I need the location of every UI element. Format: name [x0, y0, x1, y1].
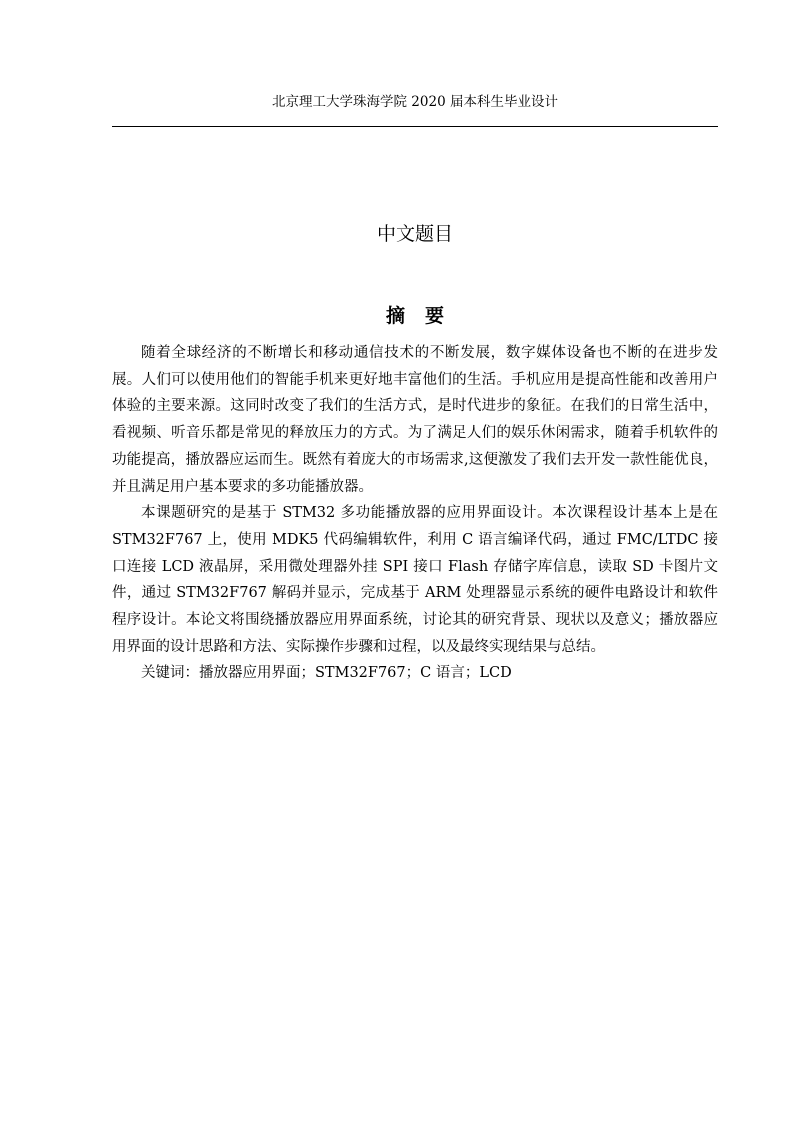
abstract-paragraph: 随着全球经济的不断增长和移动通信技术的不断发展，数字媒体设备也不断的在进步发展。人们可以使用他们的智能手机来更好地丰富他们的生活。手机应用是提高性能和改善用户体验的主要来源。这同时改变了我们的生活方式，是时代进步的象征。在我们的日常生活中，看视频、听音乐都是常见的释放压力的方式。为了满足人们的娱乐休闲需求，随着手机软件的功能提高，播放器应运而生。既然有着庞大的市场需求,这便激发了我们去开发一款性能优良，并且满足用户基本要求的多功能播放器。	[112, 345, 718, 495]
abstract-heading-char-2: 要	[425, 305, 445, 327]
abstract-body	[112, 340, 718, 687]
keywords-line: 关键词：播放器应用界面；STM32F767；C 语言；LCD	[141, 665, 512, 682]
header-divider	[112, 126, 718, 127]
abstract-paragraph: 本课题研究的是基于 STM32 多功能播放器的应用界面设计。本次课程设计基本上是在 STM32F767 上，使用 MDK5 代码编辑软件，利用 C 语言编译代码，通过 FMC/LTDC 接口连接 LCD 液晶屏，采用微处理器外挂 SPI 接口 Flash 存储字库信息，读取 SD 卡图片文件，通过 STM32F767 解码并显示，完成基于 ARM 处理器显示系统的硬件电路设计和软件程序设计。本论文将围绕播放器应用界面系统，讨论其的研究背景、现状以及意义；播放器应用界面的设计思路和方法、实际操作步骤和过程，以及最终实现结果与总结。	[112, 505, 718, 655]
page-title: 中文题目	[376, 223, 453, 245]
abstract-heading-char-1: 摘	[385, 305, 405, 327]
abstract-heading	[112, 302, 718, 330]
running-header: 北京理工大学珠海学院 2020 届本科生毕业设计	[272, 94, 558, 110]
